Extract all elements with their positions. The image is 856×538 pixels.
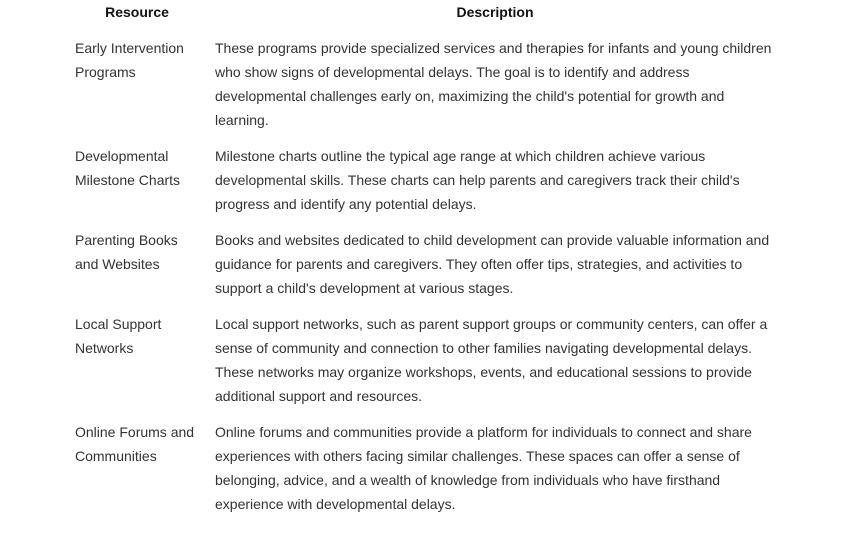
table-row (67, 138, 783, 222)
description-cell: Local support networks, such as parent support groups or community centers, can offer a sense of community and connection to other families navigating developmental delays. These networks may organize workshops, events, and educational sessions to provide additional support and resources. (215, 316, 768, 404)
table-row (67, 414, 783, 522)
resource-cell: Online Forums and Communities (75, 424, 195, 464)
description-cell: These programs provide specialized services and therapies for infants and young children who show signs of developmental delays. The goal is to identify and address developmental challenges early on, maximizing the child's potential for growth and learning. (215, 40, 772, 128)
description-cell: Books and websites dedicated to child development can provide valuable information and guidance for parents and caregivers. They often offer tips, strategies, and activities to support a child's development at various stages. (215, 232, 770, 296)
table-body (67, 30, 783, 522)
description-cell: Milestone charts outline the typical age range at which children achieve various developmental skills. These charts can help parents and caregivers track their child's progress and identify any potential delays. (215, 148, 740, 212)
table-row (67, 30, 783, 138)
header-row (67, 0, 783, 30)
resource-cell: Developmental Milestone Charts (75, 148, 181, 188)
resource-cell: Local Support Networks (75, 316, 162, 356)
table-header (67, 0, 783, 30)
header-resource: Resource (105, 4, 169, 20)
table-row (67, 222, 783, 306)
resources-table (67, 0, 783, 522)
resource-cell: Parenting Books and Websites (75, 232, 178, 272)
description-cell: Online forums and communities provide a platform for individuals to connect and share experiences with others facing similar challenges. These spaces can offer a sense of belonging, advice, and a wealth of knowledge from individuals who have firsthand experience with developmental delays. (215, 424, 752, 512)
header-description: Description (456, 4, 534, 20)
resource-cell: Early Intervention Programs (75, 40, 184, 80)
table-row (67, 306, 783, 414)
